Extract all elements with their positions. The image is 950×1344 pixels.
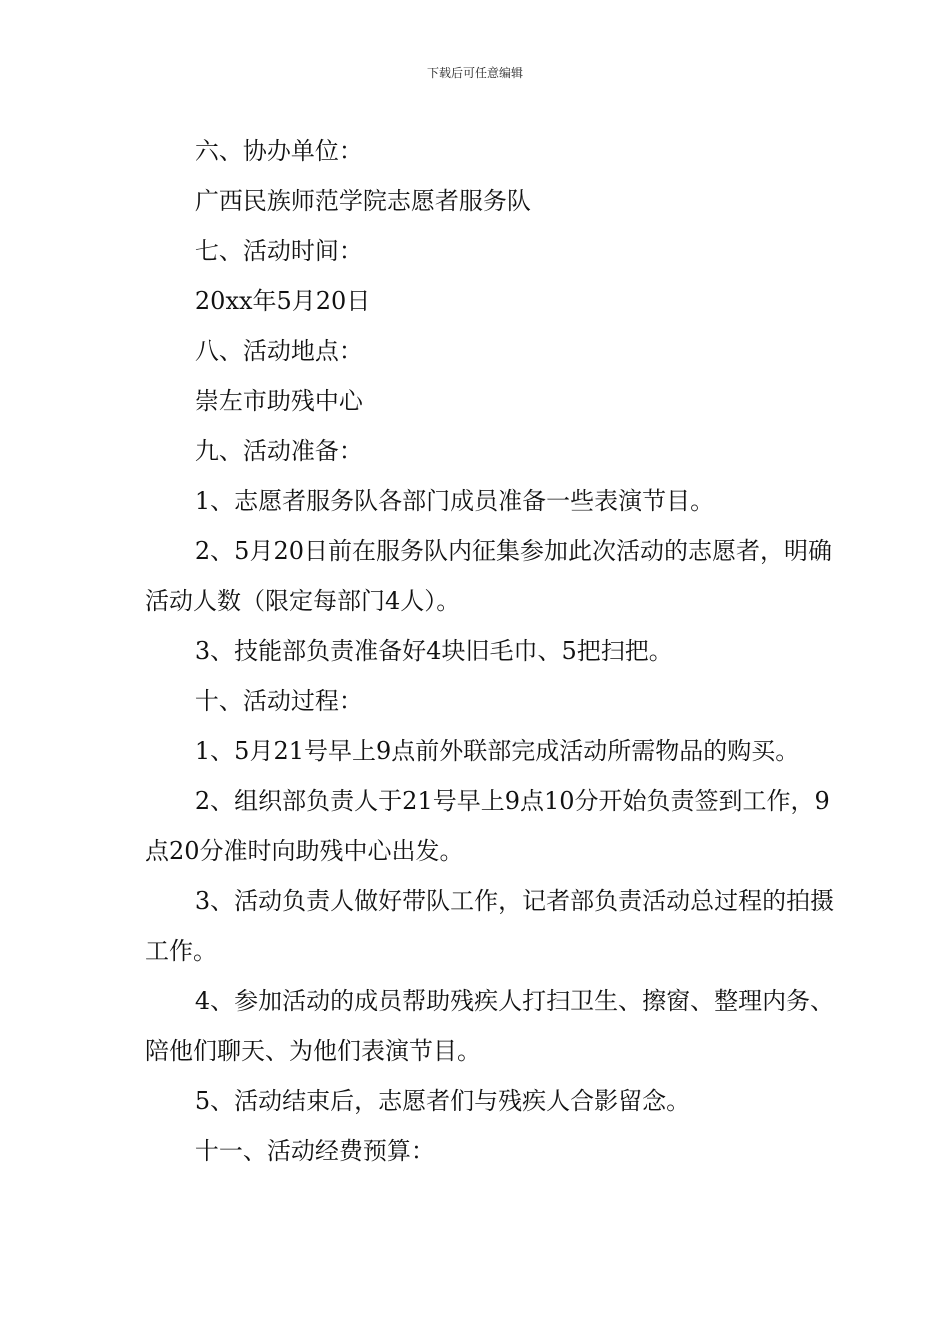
header-note: 下载后可任意编辑: [426, 66, 523, 80]
document-body: [145, 126, 845, 1176]
list-item-preparation-3: 3、技能部负责准备好4块旧毛巾、5把扫把。: [194, 637, 673, 665]
list-item-preparation-1: 1、志愿者服务队各部门成员准备一些表演节目。: [194, 487, 715, 515]
section-heading-6: 六、协办单位：: [194, 137, 363, 165]
section-heading-10: 十、活动过程：: [194, 687, 363, 715]
list-item-process-5: 5、活动结束后，志愿者们与残疾人合影留念。: [194, 1087, 691, 1115]
paragraph-date: 20xx年5月20日: [194, 287, 371, 315]
section-heading-11: 十一、活动经费预算：: [194, 1137, 435, 1165]
list-item-process-1: 1、5月21号早上9点前外联部完成活动所需物品的购买。: [194, 737, 800, 765]
list-item-process-2: 2、组织部负责人于21号早上9点10分开始负责签到工作，9点20分准时向助残中心出发。: [145, 787, 830, 865]
list-item-preparation-2: 2、5月20日前在服务队内征集参加此次活动的志愿者，明确活动人数（限定每部门4人）。: [145, 537, 832, 615]
section-heading-9: 九、活动准备：: [194, 437, 363, 465]
list-item-process-3: 3、活动负责人做好带队工作，记者部负责活动总过程的拍摄工作。: [145, 887, 835, 965]
section-heading-8: 八、活动地点：: [194, 337, 363, 365]
section-heading-7: 七、活动时间：: [194, 237, 363, 265]
paragraph-coorganizer: 广西民族师范学院志愿者服务队: [194, 187, 531, 215]
paragraph-location: 崇左市助残中心: [194, 387, 363, 415]
list-item-process-4: 4、参加活动的成员帮助残疾人打扫卫生、擦窗、整理内务、陪他们聊天、为他们表演节目。: [145, 987, 835, 1065]
